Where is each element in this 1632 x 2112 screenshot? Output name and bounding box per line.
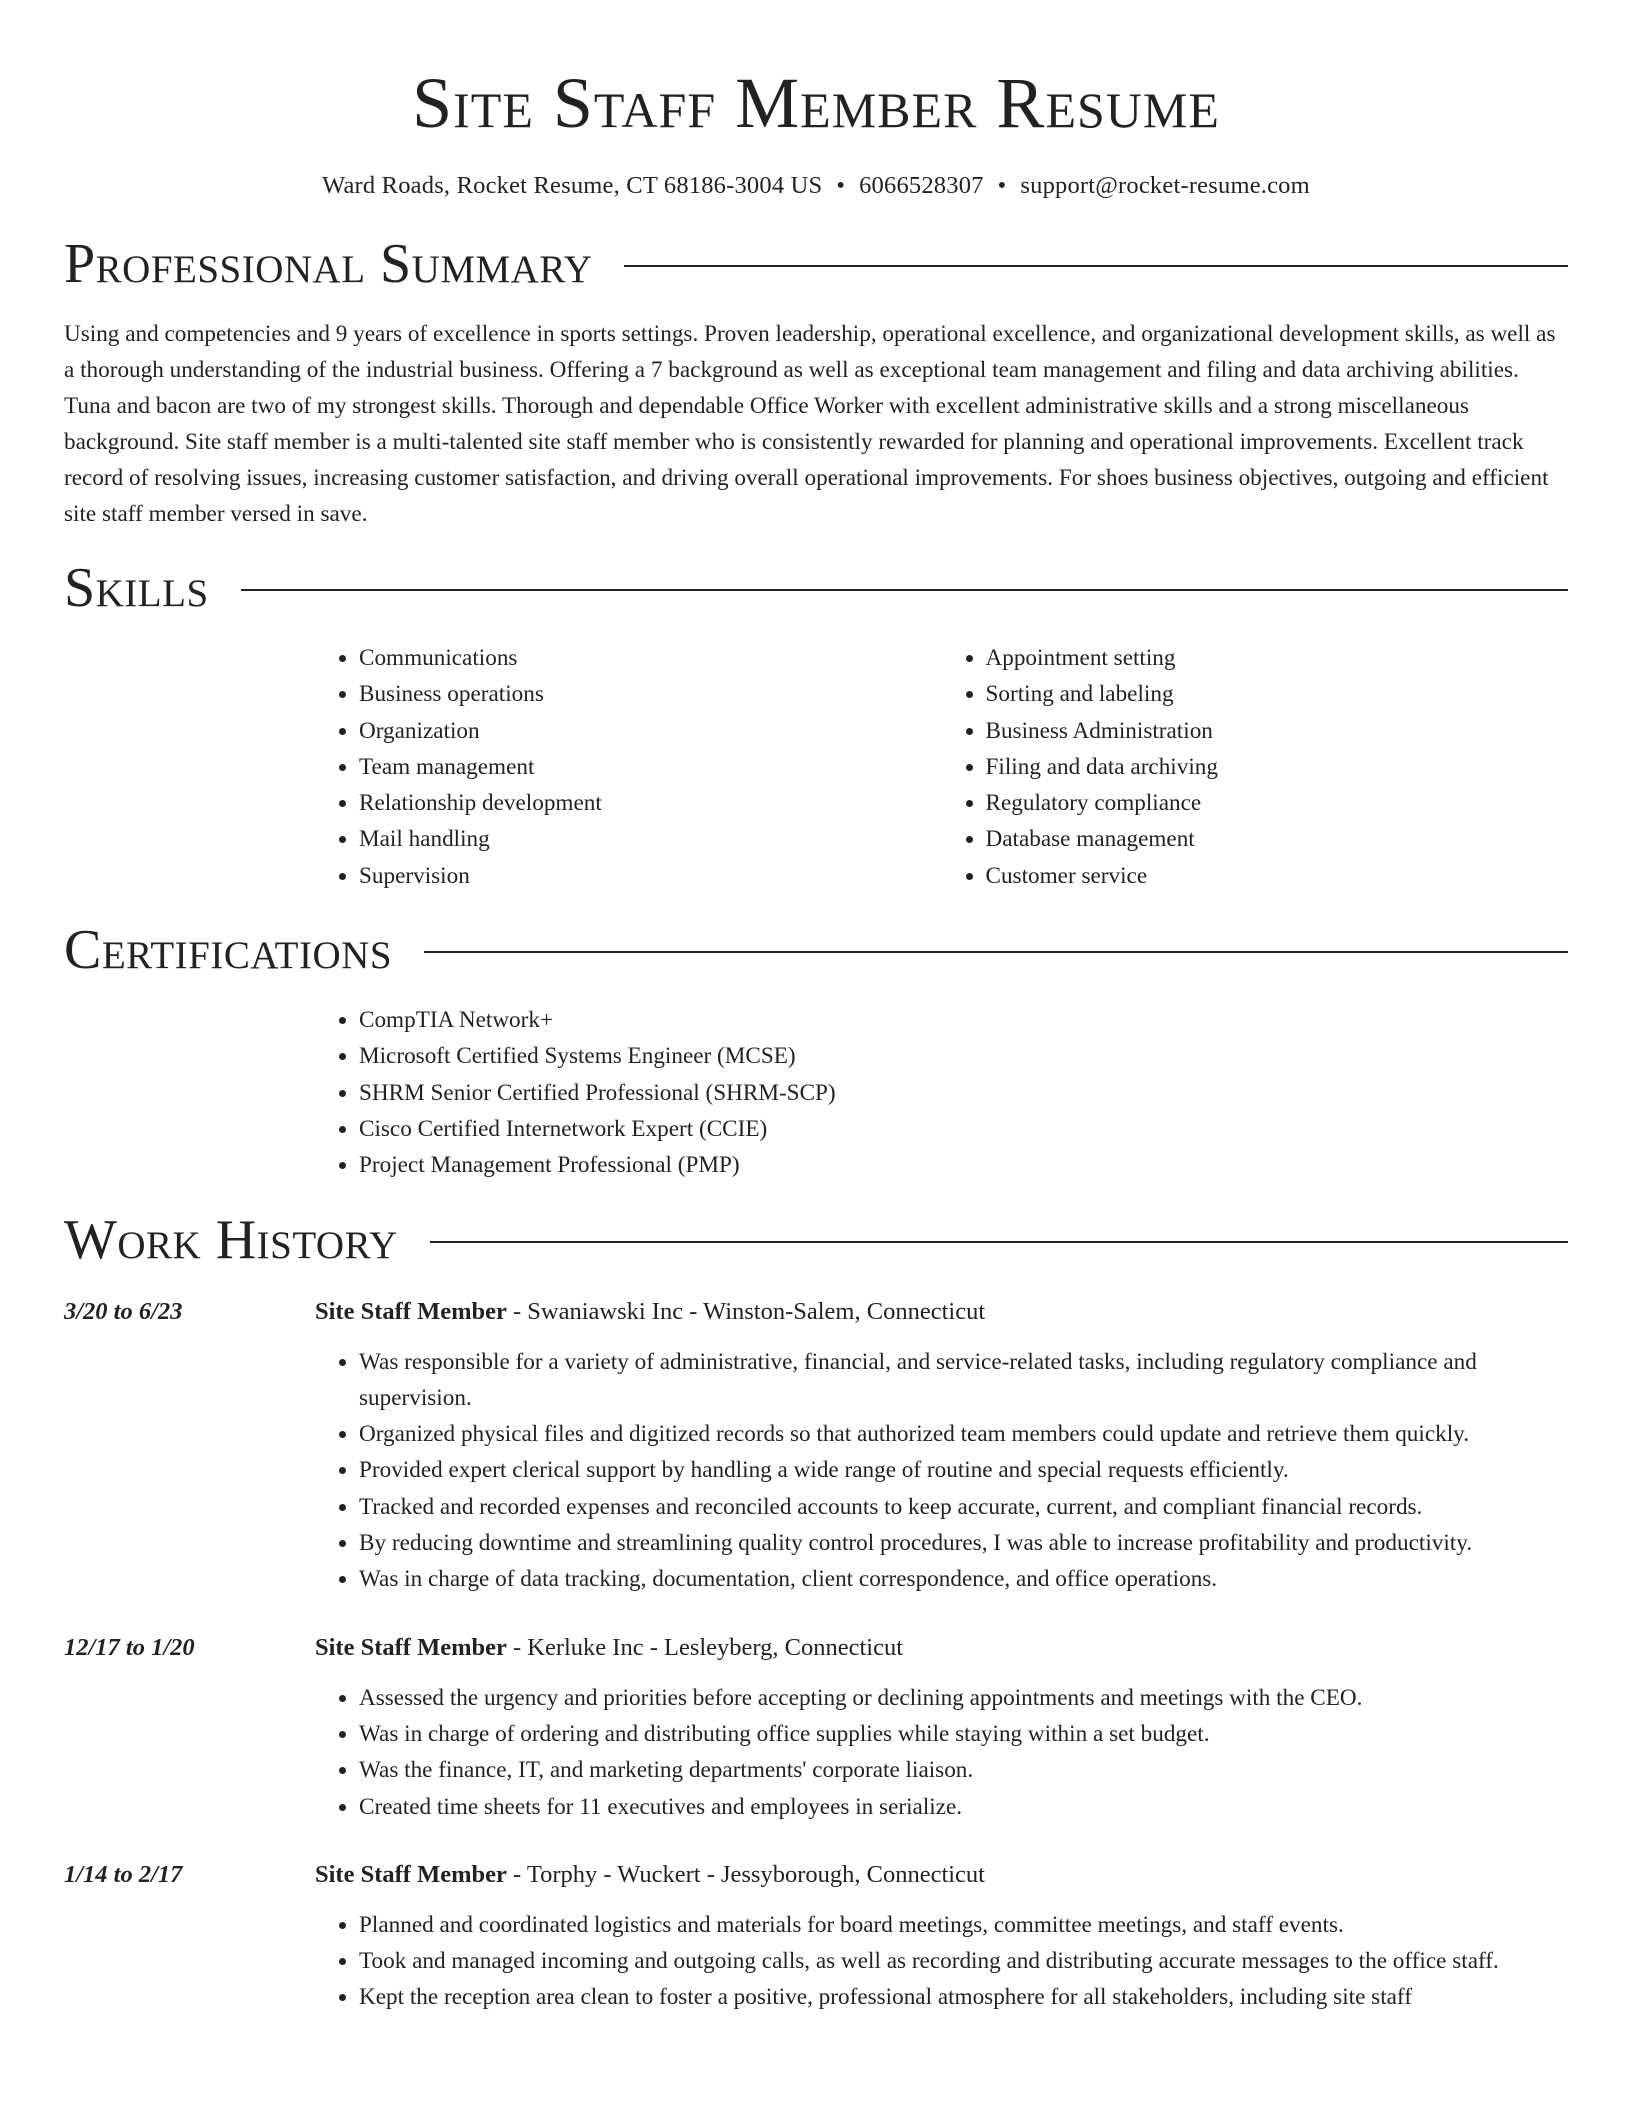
- job-dates: 3/20 to 6/23: [64, 1297, 183, 1325]
- job-header: [64, 1859, 1568, 1891]
- job-company-location: - Torphy - Wuckert - Jessyborough, Connecticut: [506, 1860, 985, 1888]
- skill-item: • Communications: [359, 640, 942, 676]
- job-duty: • Planned and coordinated logistics and materials for board meetings, committee meetings, and staff events.: [359, 1907, 1568, 1943]
- job-duty: • Created time sheets for 11 executives and employees in serialize.: [359, 1789, 1568, 1825]
- job-company-location: - Swaniawski Inc - Winston-Salem, Connecticut: [506, 1297, 986, 1325]
- skill-item: • Mail handling: [359, 821, 942, 857]
- job-duty: • Was in charge of data tracking, documentation, client correspondence, and office operations.: [359, 1561, 1568, 1597]
- job-duties-list: [315, 1907, 1568, 2016]
- certification-item: • Cisco Certified Internetwork Expert (CCIE): [359, 1111, 1568, 1147]
- job-duty: • Tracked and recorded expenses and reconciled accounts to keep accurate, current, and compliant financial records.: [359, 1489, 1568, 1525]
- skill-item: • Supervision: [359, 858, 942, 894]
- job-title: Site Staff Member: [315, 1633, 507, 1661]
- work-history-section-header: [64, 1210, 1568, 1270]
- job-duty: • Was in charge of ordering and distributing office supplies while staying within a set budget.: [359, 1716, 1568, 1752]
- certifications-heading: Certifications: [64, 919, 393, 982]
- job-company-location: - Kerluke Inc - Lesleyberg, Connecticut: [506, 1633, 904, 1661]
- certification-item: • Project Management Professional (PMP): [359, 1147, 1568, 1183]
- job-dates: 12/17 to 1/20: [64, 1633, 195, 1661]
- job-duty: • Was responsible for a variety of administrative, financial, and service-related tasks, including regulatory compliance and supervision.: [359, 1344, 1568, 1417]
- skills-heading: Skills: [64, 557, 209, 619]
- job-entry: [64, 1632, 1568, 1825]
- job-entry: [64, 1859, 1568, 2016]
- certifications-list: [315, 1002, 1568, 1183]
- skill-item: • Customer service: [986, 858, 1569, 894]
- section-divider: [424, 951, 1568, 953]
- contact-email: support@rocket-resume.com: [1020, 172, 1310, 199]
- section-divider: [241, 589, 1568, 591]
- summary-text: Using and competencies and 9 years of excellence in sports settings. Proven leadership, operational excellence, and organizational development skills, as well as a thorough understanding of the industrial business. Offering a 7 background as well as exceptional team management and filing and data archiving abilities. Tuna and bacon are two of my strongest skills. Thorough and dependable Office Worker with excellent administrative skills and a strong miscellaneous background. Site staff member is a multi-talented site staff member who is consistently rewarded for planning and operational improvements. Excellent track record of resolving issues, increasing customer satisfaction, and driving overall operational improvements. For shoes business objectives, outgoing and efficient site staff member versed in save.: [64, 321, 1556, 527]
- job-title-line: [315, 1859, 985, 1891]
- skill-item: • Relationship development: [359, 785, 942, 821]
- certification-item: • SHRM Senior Certified Professional (SHRM-SCP): [359, 1075, 1568, 1111]
- certification-item: • Microsoft Certified Systems Engineer (MCSE): [359, 1038, 1568, 1074]
- skill-item: • Regulatory compliance: [986, 785, 1569, 821]
- skills-column-right: [942, 640, 1569, 894]
- resume-title: Site Staff Member Resume: [412, 63, 1220, 143]
- skill-item: • Business operations: [359, 676, 942, 712]
- job-duties-list: [315, 1680, 1568, 1825]
- work-history-heading: Work History: [64, 1208, 398, 1271]
- job-duty: • Took and managed incoming and outgoing calls, as well as recording and distributing accurate messages to the office staff.: [359, 1943, 1568, 1979]
- job-title-line: [315, 1632, 903, 1664]
- skill-item: • Filing and data archiving: [986, 749, 1569, 785]
- skill-item: • Business Administration: [986, 713, 1569, 749]
- contact-address: Ward Roads, Rocket Resume, CT 68186-3004 US: [322, 172, 823, 199]
- section-divider: [430, 1241, 1568, 1243]
- contact-phone: 6066528307: [859, 172, 984, 199]
- summary-heading: Professional Summary: [64, 233, 593, 295]
- job-header: [64, 1296, 1568, 1328]
- job-duty: • Provided expert clerical support by handling a wide range of routine and special requests efficiently.: [359, 1452, 1568, 1488]
- job-title: Site Staff Member: [315, 1297, 507, 1325]
- skill-item: • Appointment setting: [986, 640, 1569, 676]
- skills-section-header: [64, 558, 1568, 618]
- skills-column-left: [315, 640, 942, 894]
- skill-item: • Organization: [359, 713, 942, 749]
- job-duty: • Kept the reception area clean to foster a positive, professional atmosphere for all stakeholders, including site staff: [359, 1979, 1568, 2015]
- certifications-section-header: [64, 920, 1568, 980]
- job-header: [64, 1632, 1568, 1664]
- skill-item: • Database management: [986, 821, 1569, 857]
- job-duty: • Was the finance, IT, and marketing departments' corporate liaison.: [359, 1752, 1568, 1788]
- skills-list: [315, 640, 1568, 894]
- section-divider: [624, 265, 1568, 267]
- job-title: Site Staff Member: [315, 1860, 507, 1888]
- skill-item: • Team management: [359, 749, 942, 785]
- summary-section-header: [64, 234, 1568, 294]
- job-dates: 1/14 to 2/17: [64, 1860, 183, 1888]
- job-duties-list: [315, 1344, 1568, 1598]
- skill-item: • Sorting and labeling: [986, 676, 1569, 712]
- contact-line: [64, 170, 1568, 202]
- job-duty: • Assessed the urgency and priorities before accepting or declining appointments and meetings with the CEO.: [359, 1680, 1568, 1716]
- job-duty: • Organized physical files and digitized records so that authorized team members could update and retrieve them quickly.: [359, 1416, 1568, 1452]
- contact-separator: •: [836, 172, 846, 199]
- certification-item: • CompTIA Network+: [359, 1002, 1568, 1038]
- job-title-line: [315, 1296, 985, 1328]
- job-duty: • By reducing downtime and streamlining quality control procedures, I was able to increase profitability and productivity.: [359, 1525, 1568, 1561]
- contact-separator: •: [997, 172, 1007, 199]
- job-entry: [64, 1296, 1568, 1598]
